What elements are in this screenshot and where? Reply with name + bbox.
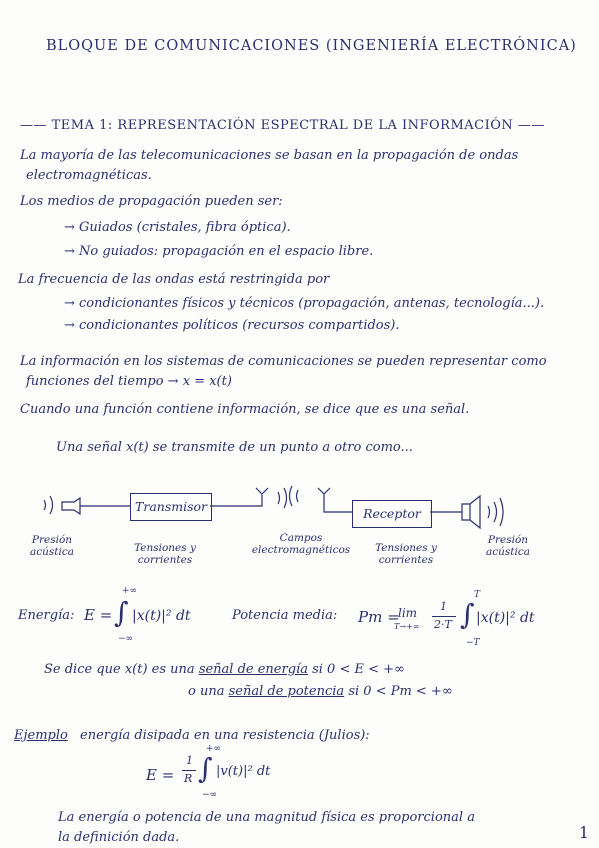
se-dice-text: Se dice que x(t) es una [44,662,195,677]
signal-definition: Cuando una función contiene información, se dice que es una señal. [20,402,470,417]
fraction-bar [182,770,196,771]
sound-wave-icon [50,496,53,514]
lower-limit: −∞ [202,790,218,800]
integrand-energia: |x(t)|² dt [132,608,191,624]
bullet-guiados: → Guiados (cristales, fibra óptica). [64,220,291,235]
senal-potencia-term: señal de potencia [228,684,345,699]
lower-limit: −T [466,638,480,648]
receiver-box: Receptor [352,500,432,528]
ejemplo-text: energía disipada en una resistencia (Julios): [80,728,370,743]
ejemplo-numerator: 1 [186,754,193,767]
sound-wave-icon [488,498,503,526]
energia-label: Energía: [18,608,75,623]
integrand-potencia: |x(t)|² dt [476,610,535,626]
paragraph-line: La información en los sistemas de comunicaciones se pueden representar como [20,354,547,369]
paragraph-line: electromagnéticas. [26,168,152,183]
ejemplo-label: Ejemplo [14,728,68,743]
speaker-icon [462,496,480,528]
potencia-lhs: Pm = [358,608,400,626]
antenna-icon [318,488,352,512]
limit-subscript: T→+∞ [394,622,420,631]
frecuencia-line: La frecuencia de las ondas está restringida por [18,272,330,287]
ejemplo-lhs: E = [146,766,175,784]
label-tensiones-out: Tensiones y corrientes [375,542,437,566]
fraction-numerator: 1 [440,600,447,613]
upper-limit: +∞ [206,744,222,754]
bullet-condicionantes-politicos: → condicionantes políticos (recursos compartidos). [64,318,400,333]
o-una-text: o una [188,684,225,699]
bullet-condicionantes-fisicos: → condicionantes físicos y técnicos (propagación, antenas, tecnología...). [64,296,545,311]
ejemplo-integrand: |v(t)|² dt [216,764,271,779]
closing-line: la definición dada. [58,830,180,845]
signal-power-line [188,684,453,700]
senal-energia-term: señal de energía [198,662,308,677]
wire [210,494,262,506]
label-presion-acustica-in: Presión acústica [29,534,74,558]
energy-condition: si 0 < E < +∞ [312,662,405,677]
fraction-bar [432,616,456,617]
limit: lim [398,606,418,620]
energia-lhs: E = [84,606,113,624]
paragraph-line: funciones del tiempo → x = x(t) [26,374,232,389]
upper-limit: +∞ [122,586,138,596]
radio-wave-icon [278,488,287,508]
label-campos-em: Campos electromagnéticos [251,532,351,556]
lower-limit: −∞ [118,634,134,644]
integral-sign: ∫ [460,598,475,631]
upper-limit: T [474,590,481,600]
section-heading: —— TEMA 1: REPRESENTACIÓN ESPECTRAL DE LA INFORMACIÓN —— [20,118,545,133]
integral-sign: ∫ [198,752,213,785]
power-condition: si 0 < Pm < +∞ [348,684,453,699]
label-tensiones-in: Tensiones y corrientes [134,542,196,566]
transmite-line: Una señal x(t) se transmite de un punto a otro como... [56,440,413,455]
page-number: 1 [578,823,589,842]
integral-sign: ∫ [114,596,129,629]
microphone-icon [62,498,80,514]
radio-wave-icon [290,486,299,506]
fraction-denominator: 2·T [434,618,452,631]
paragraph-line: La mayoría de las telecomunicaciones se basan en la propagación de ondas [20,148,519,163]
medios-line: Los medios de propagación pueden ser: [20,194,283,209]
label-presion-acustica-out: Presión acústica [485,534,530,558]
bullet-no-guiados: → No guiados: propagación en el espacio libre. [64,244,374,259]
signal-energy-line [44,662,405,678]
ejemplo-denominator: R [184,772,193,785]
closing-line: La energía o potencia de una magnitud física es proporcional a [58,810,475,825]
potencia-label: Potencia media: [232,608,338,623]
sound-wave-icon [44,500,46,510]
transmitter-box: Transmisor [130,493,212,521]
page-title: BLOQUE DE COMUNICACIONES (INGENIERÍA ELECTRÓNICA) [46,38,577,54]
antenna-icon [256,488,268,494]
